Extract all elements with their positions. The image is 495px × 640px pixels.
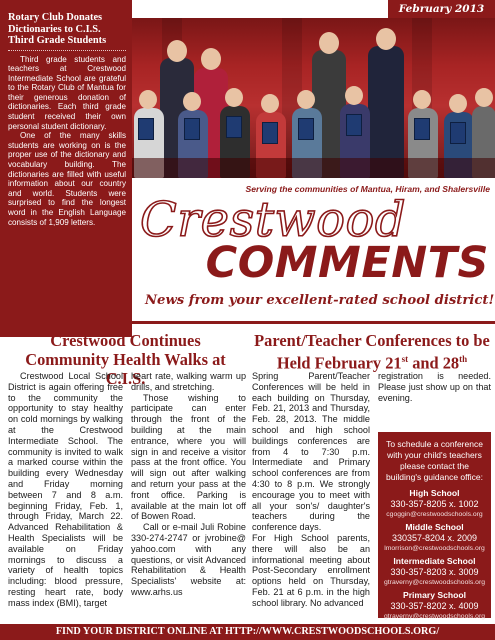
headline-line: and 28 xyxy=(408,353,460,373)
guidance-contact-box xyxy=(378,432,491,618)
newsletter-logo xyxy=(140,190,495,298)
dictionary-book xyxy=(262,122,278,144)
headline-line: Held February 21 xyxy=(276,353,402,373)
sidebar-body xyxy=(8,55,126,228)
adult-head xyxy=(201,48,221,70)
rotary-sidebar xyxy=(0,0,132,337)
student-head xyxy=(297,90,315,109)
sidebar-paragraph: Third grade students and teachers at Crestwood Intermediate School are grateful to the Rotary Club of Mantua for their generous donation of dictionaries. Each third grade student received their own personal student dictionary. xyxy=(8,54,126,131)
issue-date: February 2013 xyxy=(388,0,495,19)
school-phone: 330-357-8205 x. 1002 xyxy=(390,499,479,509)
student-head xyxy=(183,92,201,111)
student-head xyxy=(261,94,279,113)
conferences-column-1 xyxy=(252,371,370,609)
dictionary-book xyxy=(226,116,242,138)
dictionary-book xyxy=(414,118,430,140)
article-paragraph: Call or e-mail Juli Robine 330-274-2747 or jvrobine@ yahoo.com with any questions, or visit Advanced Rehabilitation & Health Specialists' website at: www.arhs.us xyxy=(131,522,246,597)
school-name: High School xyxy=(409,488,460,498)
article-paragraph: For High School parents, there will also be an informational meeting about Post-Secondary enrollment options held on Thursday, Feb. 21 at 6 p.m. in the high school library. No advanced xyxy=(252,532,370,608)
photo-shadow xyxy=(132,158,495,178)
masthead-tagline: Serving the communities of Mantua, Hiram, and Shalersville xyxy=(245,184,490,194)
adult-head xyxy=(319,32,339,54)
student-head xyxy=(475,88,493,107)
school-phone: 330-357-8203 x. 3009 xyxy=(390,567,479,577)
school-name: Intermediate School xyxy=(393,556,476,566)
headline-line: Parent/Teacher Conferences to be xyxy=(254,331,490,350)
school-phone: 330357-8204 x. 2009 xyxy=(391,533,478,543)
article-paragraph: Spring Parent/Teacher Conferences will be held in each building on Thursday, Feb. 21, 2013 and Thursday, Feb. 28, 2013. The middle school and high school buildings conferences are from 4 to 7:30 p.m. Intermediate and Primary school conferences are from 4:30 to 8 p.m. We strongly encourage you to meet with all your son's/ daughter's teachers during the conference days. xyxy=(252,371,370,533)
sidebar-paragraph: One of the many skills students are working on is the proper use of the dictionary and vocabulary building. The dictionaries are filled with useful information about our country and world. Students were surprised to find the longest word in the English Language consists of 1,909 letters. xyxy=(8,131,126,227)
conferences-column-2 xyxy=(378,371,491,403)
school-phone: 330-357-8202 x. 4009 xyxy=(390,601,479,611)
callout-intro: To schedule a conference with your child's teachers please contact the building's guidance office: xyxy=(386,439,483,482)
dictionary-book xyxy=(138,118,154,140)
logo-bold-text: COMMENTS xyxy=(205,238,489,288)
dictionary-book xyxy=(184,118,200,140)
health-walks-headline: Crestwood Continues Community Health Walks at C.I.S. xyxy=(25,331,226,388)
school-name: Middle School xyxy=(405,522,464,532)
dictionary-book xyxy=(450,122,466,144)
student-head xyxy=(225,88,243,107)
dictionary-book xyxy=(298,118,314,140)
student-head xyxy=(449,94,467,113)
sidebar-divider xyxy=(8,50,126,51)
student-head xyxy=(413,90,431,109)
ordinal-suffix: st xyxy=(401,354,409,364)
article-paragraph: Those wishing to participate can enter through the front of the building at the main entrance, where you will sign in and receive a visitor pass at the front office. You will sign out after walking and return your pass at the front office. Parking is available at the main lot off of Bowen Road. xyxy=(131,392,246,522)
article-paragraph: registration is needed. Please just show up on that evening. xyxy=(378,371,491,403)
article-paragraph: Crestwood Local School District is again offering free to the community the opportunity to stay healthy on cold mornings by walking at the Crestwood Intermediate School. The community is invited to walk a marked course within the building every Wednesday and Friday morning between 7 and 8 a.m. beginning Friday, Feb. 1, through Friday, March 22. Advanced Rehabilitation & Health Specialists will be available on Friday mornings to discuss a variety of health topics including: blood pressure, resting heart rate, body mass index (BMI), target xyxy=(8,371,123,608)
sidebar-title: Rotary Club Donates Dictionaries to C.I.S. Third Grade Students xyxy=(8,12,107,46)
conferences-headline xyxy=(252,331,492,372)
masthead-divider xyxy=(0,321,495,324)
school-email[interactable]: gtraverny@crestwoodschools.org xyxy=(384,579,485,586)
footer-website-link[interactable]: FIND YOUR DISTRICT ONLINE AT HTTP://WWW.CRESTWOODSCHOOLS.ORG/ xyxy=(0,624,495,640)
school-email[interactable]: lmorrison@crestwoodschools.org xyxy=(384,545,485,552)
adult-head xyxy=(167,40,187,62)
school-email[interactable]: gtraverny@crestwoodschools.org xyxy=(384,613,485,620)
school-email[interactable]: cgoggin@crestwoodschools.org xyxy=(386,511,483,518)
logo-script-text: Crestwood xyxy=(140,192,407,248)
health-walks-column-2 xyxy=(131,371,246,598)
student-head xyxy=(345,86,363,105)
dictionary-book xyxy=(346,114,362,136)
masthead-banner: News from your excellent-rated school district! xyxy=(145,293,495,308)
health-walks-column-1 xyxy=(8,371,123,609)
article-paragraph: heart rate, walking warm up drills, and stretching. xyxy=(131,371,246,392)
ordinal-suffix: th xyxy=(459,354,468,364)
student-head xyxy=(139,90,157,109)
adult-head xyxy=(376,28,396,50)
school-name: Primary School xyxy=(402,590,467,600)
students-photo xyxy=(132,18,495,178)
